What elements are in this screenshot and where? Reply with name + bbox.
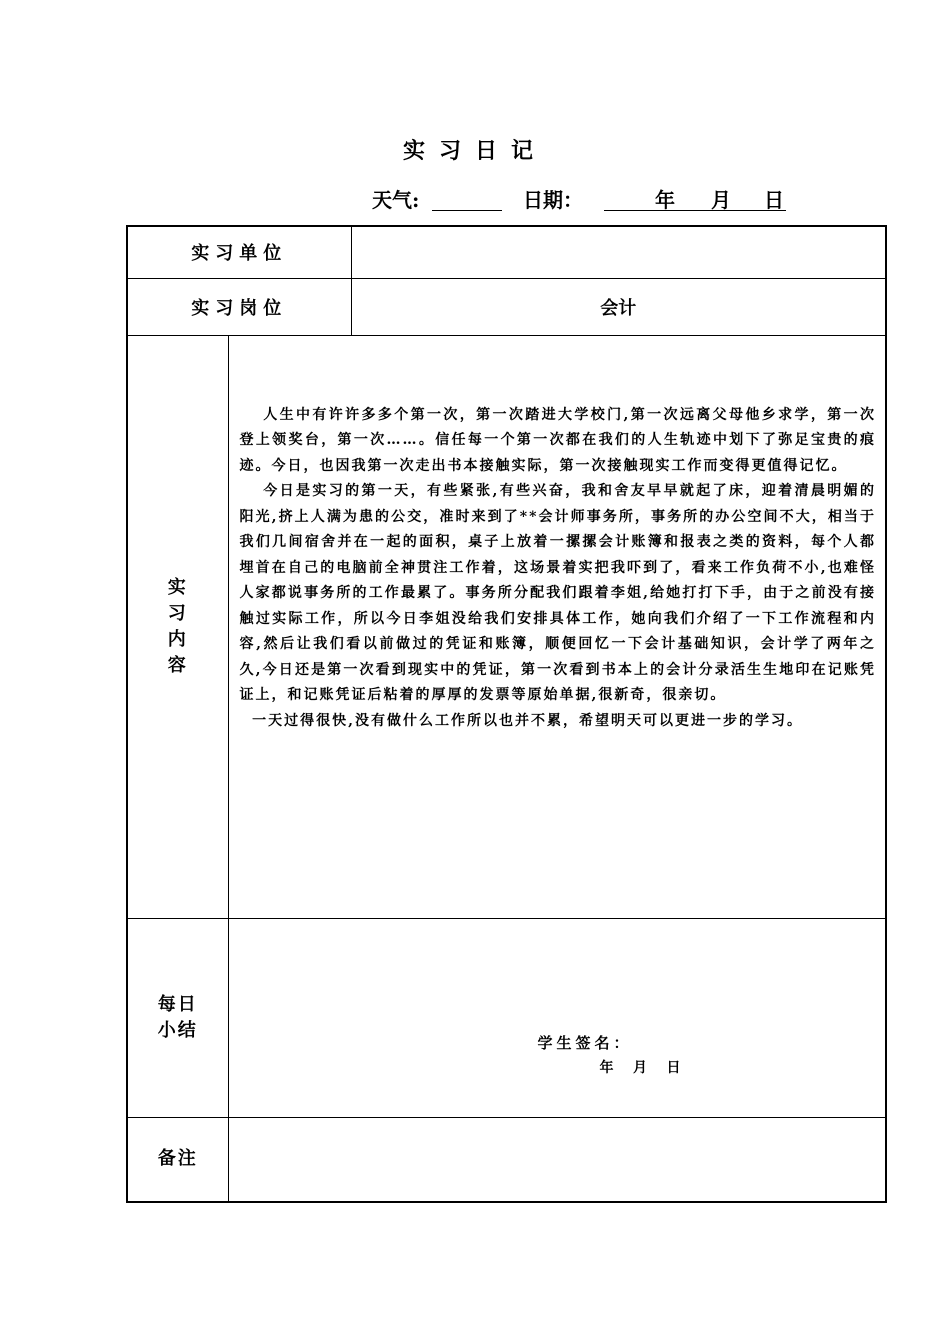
content-paragraph-2: 今日是实习的第一天，有些紧张,有些兴奋，我和舍友早早就起了床，迎着清晨明媚的阳光,挤上人满为患的公交，准时来到了**会计师事务所，事务所的办公空间不大，相当于我们几间宿舍并在一起的面积，桌子上放着一摞摞会计账簿和报表之类的资料，每个人都埋首在自己的电脑前全神贯注工作着，这场景着实把我吓到了，看来工作负荷不小,也难怪人家都说事务所的工作最累了。事务所分配我们跟着李姐,给她打打下手，由于之前没有接触过实际工作，所以今日李姐没给我们安排具体工作，她向我们介绍了一下工作流程和内容,然后让我们看以前做过的凭证和账簿，顺便回忆一下会计基础知识，会计学了两年之久,今日还是第一次看到现实中的凭证，第一次看到书本上的会计分录活生生地印在记账凭证上，和记账凭证后粘着的厚厚的发票等原始单据,很新奇，很亲切。 xyxy=(239,483,876,703)
position-label: 实习岗位 xyxy=(127,278,351,335)
remarks-row xyxy=(127,1117,886,1202)
month-label: 月 xyxy=(711,188,731,212)
content-row xyxy=(127,335,886,918)
unit-value[interactable] xyxy=(351,226,886,278)
day-label: 日 xyxy=(764,188,784,212)
content-label xyxy=(127,335,228,918)
position-row xyxy=(127,278,886,335)
weather-label: 天气: xyxy=(372,188,420,212)
unit-row xyxy=(127,226,886,278)
summary-label xyxy=(127,918,228,1117)
page-title: 实习日记 xyxy=(402,138,547,164)
content-paragraph-3: 一天过得很快,没有做什么工作所以也并不累，希望明天可以更进一步的学习。 xyxy=(252,712,803,729)
content-paragraph-1: 人生中有许许多多个第一次，第一次踏进大学校门,第一次远离父母他乡求学，第一次登上领奖台，第一次……。信任每一个第一次都在我们的人生轨迹中划下了弥足宝贵的痕迹。今日，也因我第一次走出书本接触实际，第一次接触现实工作而变得更值得记忆。 xyxy=(239,406,876,474)
summary-label-line2: 小结 xyxy=(157,1019,198,1041)
summary-label-line1: 每日 xyxy=(157,993,198,1015)
summary-body[interactable] xyxy=(228,918,886,1117)
date-label: 日期： xyxy=(523,188,583,212)
remarks-label: 备注 xyxy=(127,1117,228,1202)
summary-row xyxy=(127,918,886,1117)
position-value[interactable]: 会计 xyxy=(351,278,886,335)
content-body[interactable] xyxy=(228,335,886,918)
year-label: 年 xyxy=(655,188,675,212)
remarks-body[interactable] xyxy=(228,1117,886,1202)
signature-label: 学生签名： xyxy=(537,1033,633,1052)
unit-label: 实习单位 xyxy=(127,226,351,278)
weather-blank[interactable] xyxy=(432,210,502,211)
date-blank[interactable] xyxy=(604,210,786,211)
diary-table xyxy=(126,225,887,1203)
content-label-text: 实习内容 xyxy=(167,576,188,676)
signature-date: 年 月 日 xyxy=(599,1059,681,1076)
